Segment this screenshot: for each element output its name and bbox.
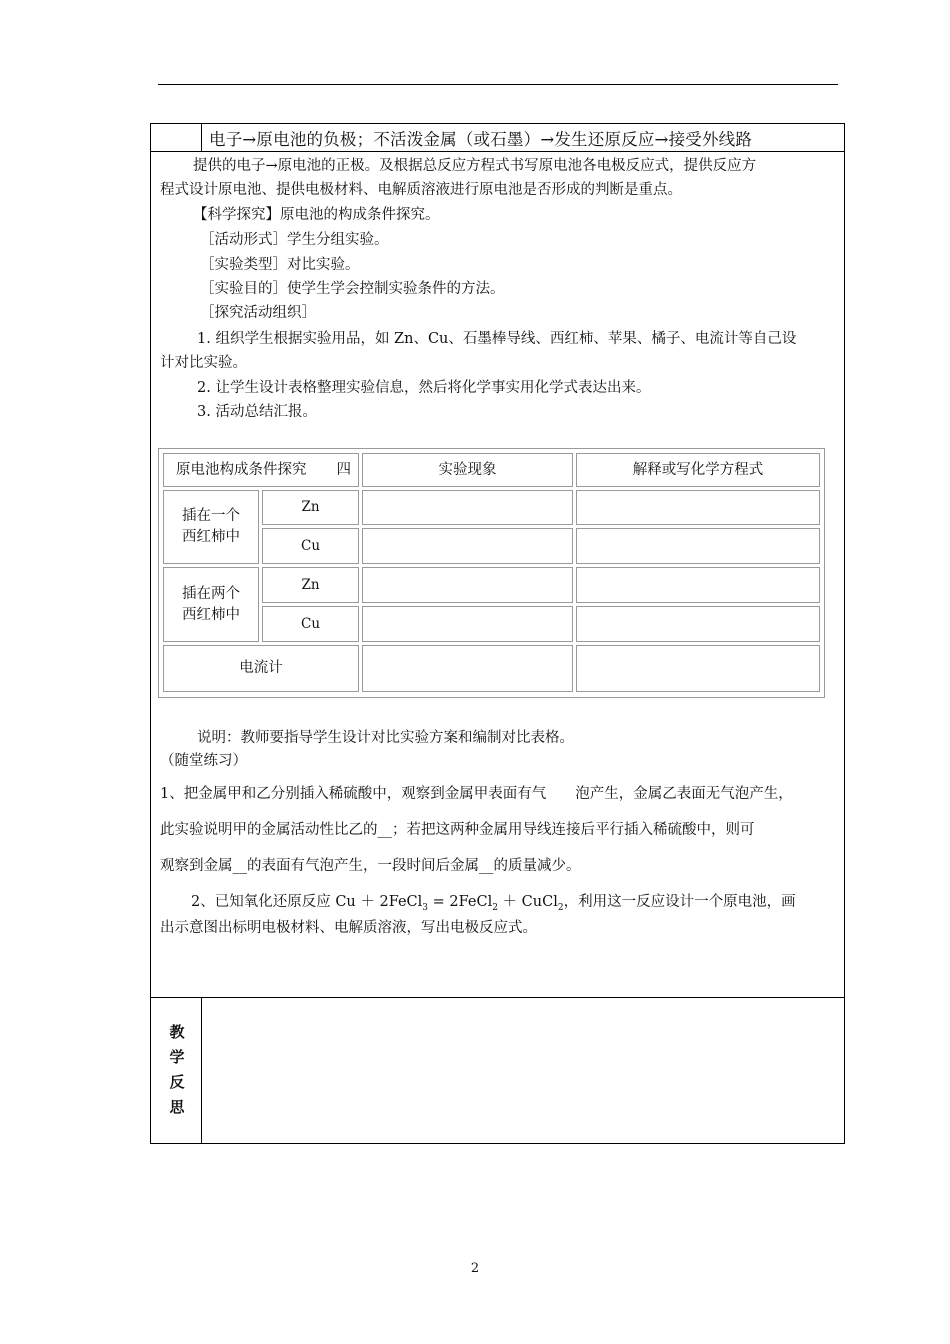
paragraph: 3. 活动总结汇报。 bbox=[197, 404, 317, 420]
group-label-line: 插在两个 bbox=[182, 585, 240, 602]
question-one: 观察到金属__的表面有气泡产生，一段时间后金属__的质量减少。 bbox=[160, 858, 581, 874]
group-one-tomato-label bbox=[163, 490, 259, 564]
explanation-note: 说明：教师要指导学生设计对比实验方案和编制对比表格。 bbox=[197, 730, 574, 746]
table-cell-empty bbox=[576, 528, 820, 564]
header-condition-label: 原电池构成条件探究 bbox=[176, 461, 307, 478]
subscript: 3 bbox=[422, 902, 429, 913]
header-cell-explanation: 解释或写化学方程式 bbox=[576, 453, 820, 487]
header-cell-condition bbox=[163, 453, 359, 487]
lesson-table bbox=[150, 123, 845, 1144]
paragraph: 1. 组织学生根据实验用品，如 Zn、Cu、石墨棒导线、西红柿、苹果、橘子、电流计等自己设 bbox=[197, 331, 797, 347]
top-row-text: 电子→原电池的负极；不活泼金属（或石墨）→发生还原反应→接受外线路 bbox=[209, 130, 753, 149]
paragraph: ［实验类型］对比实验。 bbox=[200, 257, 360, 273]
table-cell-empty bbox=[362, 567, 573, 603]
question-one: 1、把金属甲和乙分别插入稀硫酸中，观察到金属甲表面有气 泡产生，金属乙表面无气泡产生， bbox=[160, 786, 793, 802]
header-condition-suffix: 四 bbox=[336, 461, 351, 478]
table-cell-empty bbox=[576, 567, 820, 603]
subscript: 2 bbox=[492, 902, 498, 913]
paragraph: 计对比实验。 bbox=[160, 355, 247, 371]
experiment-table bbox=[158, 448, 825, 698]
question-two-part: ，利用这一反应设计一个原电池，画 bbox=[563, 894, 796, 910]
subscript: 2 bbox=[557, 902, 564, 913]
table-cell-empty bbox=[576, 490, 820, 525]
group-label-line: 西红柿中 bbox=[182, 606, 240, 623]
paragraph: ［活动形式］学生分组实验。 bbox=[200, 232, 389, 248]
question-two-part: = 2FeCl bbox=[428, 894, 493, 910]
header-rule bbox=[158, 84, 838, 85]
practice-heading: （随堂练习） bbox=[160, 753, 247, 769]
reflection-char: 学 bbox=[169, 1048, 185, 1066]
ammeter-label: 电流计 bbox=[163, 645, 359, 692]
top-row-label-cell bbox=[151, 124, 202, 151]
group-label-line: 插在一个 bbox=[182, 508, 240, 524]
electrode-zn: Zn bbox=[262, 490, 359, 525]
table-cell-empty bbox=[362, 645, 573, 692]
question-two: 出示意图出标明电极材料、电解质溶液，写出电极反应式。 bbox=[160, 920, 537, 936]
table-cell-empty bbox=[362, 528, 573, 564]
top-row bbox=[151, 124, 844, 152]
reflection-char: 教 bbox=[169, 1023, 185, 1041]
paragraph: 提供的电子→原电池的正极。及根据总反应方程式书写原电池各电极反应式，提供反应方 bbox=[193, 158, 757, 174]
page-number: 2 bbox=[470, 1261, 480, 1276]
electrode-cu: Cu bbox=[262, 606, 359, 642]
question-two-part: ＋ CuCl bbox=[497, 894, 558, 910]
electrode-cu: Cu bbox=[262, 528, 359, 564]
paragraph: ［实验目的］使学生学会控制实验条件的方法。 bbox=[200, 281, 505, 297]
paragraph: 【科学探究】原电池的构成条件探究。 bbox=[193, 207, 440, 223]
reflection-row bbox=[151, 997, 844, 1144]
paragraph: 程式设计原电池、提供电极材料、电解质溶液进行原电池是否形成的判断是重点。 bbox=[160, 182, 682, 198]
reflection-label-cell bbox=[151, 998, 202, 1144]
reflection-label bbox=[165, 1020, 189, 1120]
reflection-char: 反 bbox=[169, 1073, 185, 1091]
header-cell-phenomenon: 实验现象 bbox=[362, 453, 573, 487]
group-two-tomatoes-label bbox=[163, 567, 259, 642]
table-cell-empty bbox=[576, 606, 820, 642]
table-cell-empty bbox=[362, 490, 573, 525]
table-cell-empty bbox=[362, 606, 573, 642]
table-cell-empty bbox=[576, 645, 820, 692]
question-two-part: 2、已知氧化还原反应 Cu ＋ 2FeCl bbox=[191, 894, 423, 910]
paragraph: 2. 让学生设计表格整理实验信息，然后将化学事实用化学式表达出来。 bbox=[197, 380, 651, 396]
question-one: 此实验说明甲的金属活动性比乙的__；若把这两种金属用导线连接后平行插入稀硫酸中，则可 bbox=[160, 822, 755, 838]
group-label-line: 西红柿中 bbox=[182, 529, 240, 545]
reflection-char: 思 bbox=[169, 1098, 185, 1116]
paragraph: ［探究活动组织］ bbox=[200, 305, 316, 321]
electrode-zn: Zn bbox=[262, 567, 359, 603]
